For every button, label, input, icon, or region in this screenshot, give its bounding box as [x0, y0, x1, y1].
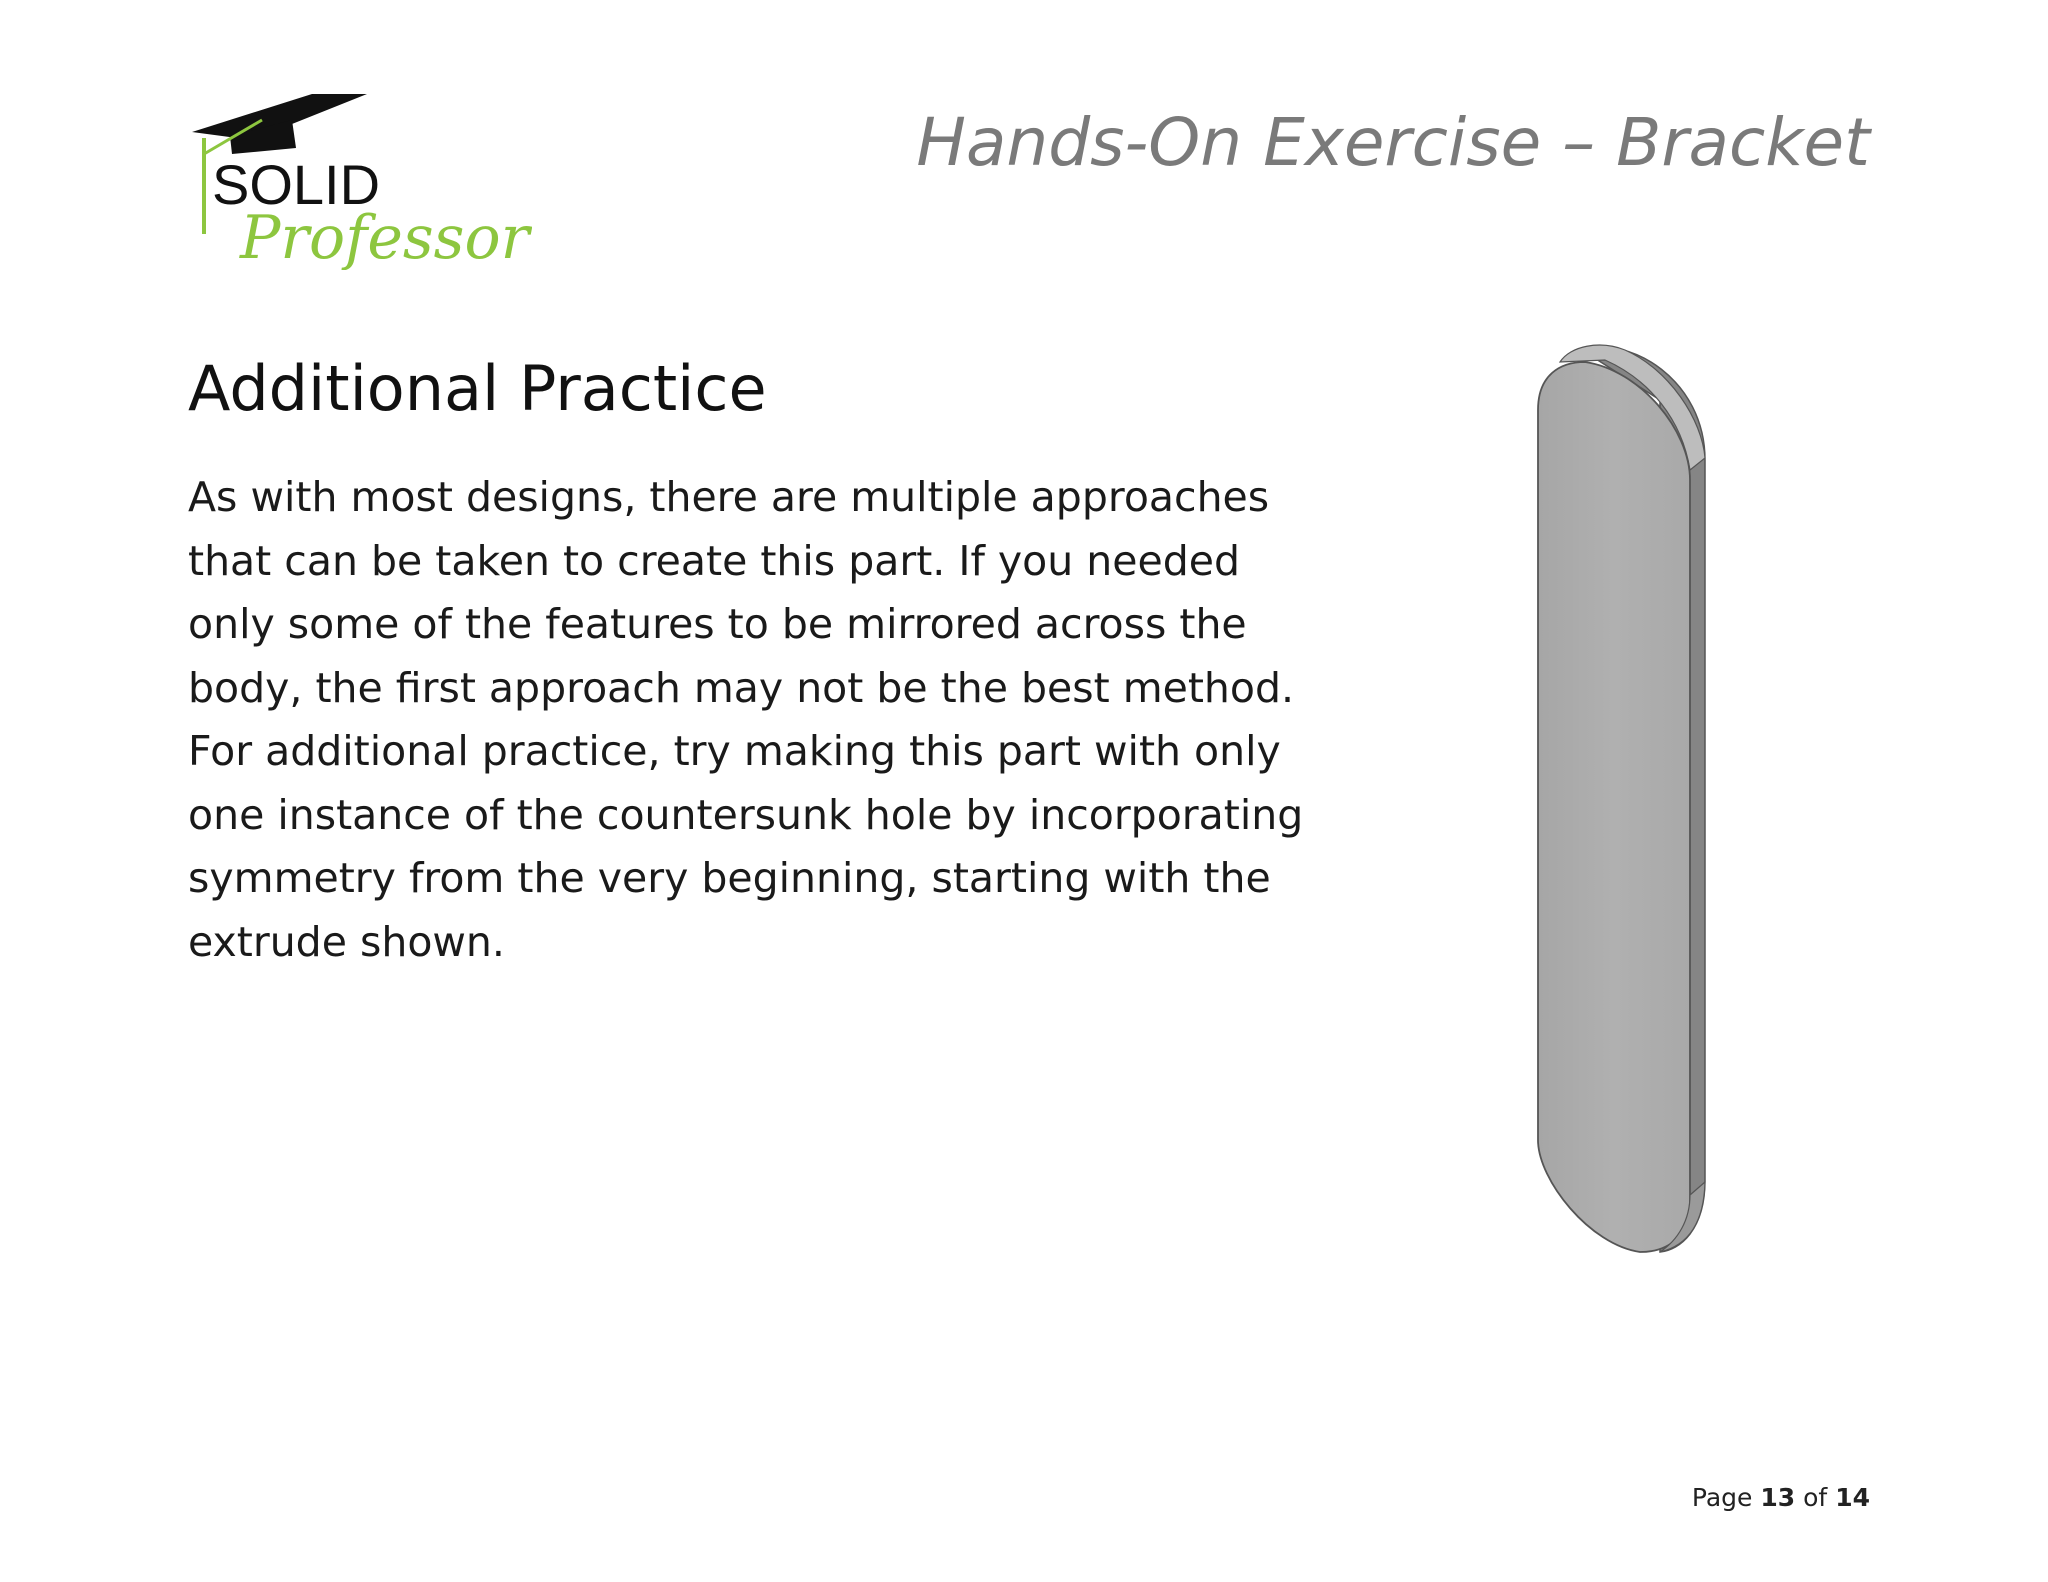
total-pages: 14 — [1835, 1483, 1870, 1512]
page-number — [1692, 1483, 1870, 1512]
logo-professor-text: Professor — [240, 203, 530, 270]
extruded-part-image — [1530, 340, 1730, 1260]
logo-solid-text: SOLID — [212, 153, 381, 216]
page-header-title: Hands-On Exercise – Bracket — [916, 104, 1870, 181]
of-label: of — [1803, 1483, 1828, 1512]
page-label: Page — [1691, 1483, 1753, 1512]
body-paragraph: As with most designs, there are multiple approaches that can be taken to create this part. If you needed only some of the features to be mirrored across the body, the first approach may not be the best method. For additional practice, try making this part with only one instance of the countersunk hole by incorporating symmetry from the very beginning, starting with the extrude shown. — [188, 473, 1304, 966]
solid-professor-logo — [192, 90, 532, 270]
current-page: 13 — [1760, 1483, 1796, 1512]
section-heading: Additional Practice — [188, 352, 767, 425]
